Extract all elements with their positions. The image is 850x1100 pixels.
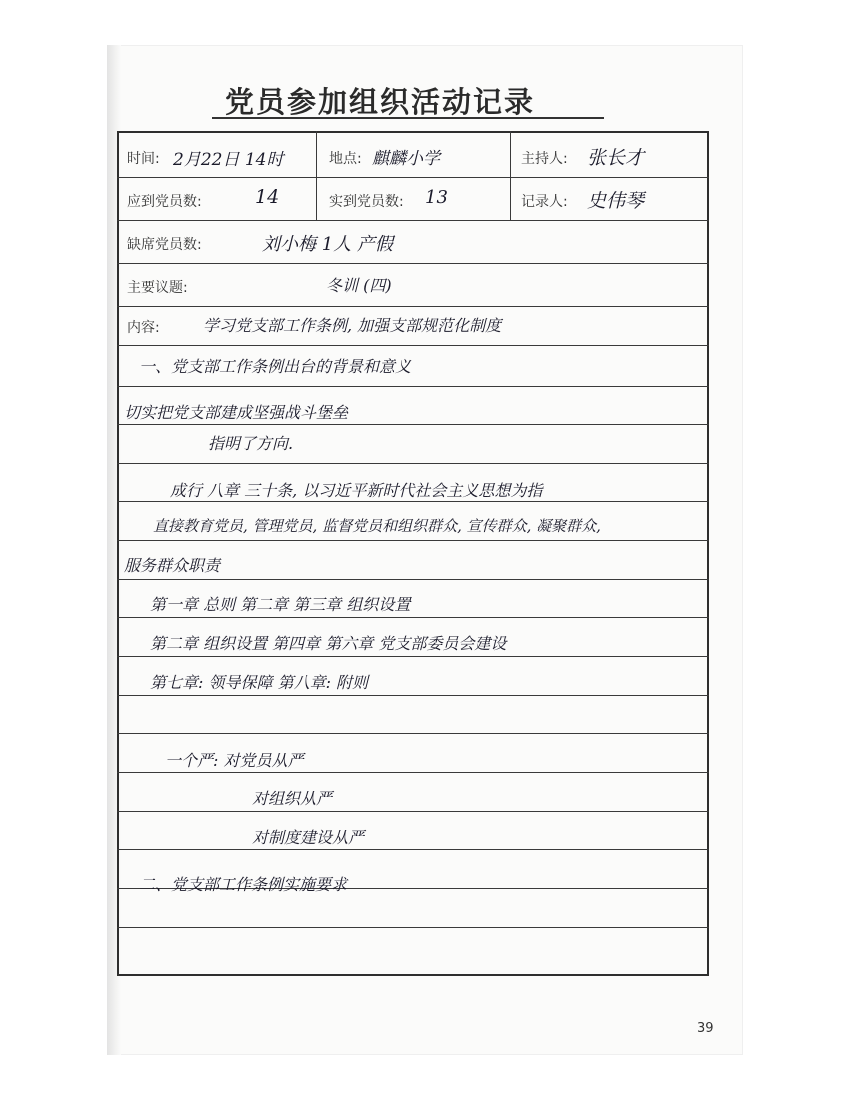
row-divider — [117, 579, 709, 580]
recorder-value: 史伟琴 — [587, 190, 645, 212]
note-line: 对制度建设从严 — [252, 828, 365, 847]
row-divider — [117, 733, 709, 734]
content-label: 内容: — [127, 320, 160, 336]
note-line: 第二章 组织设置 第四章 第六章 党支部委员会建设 — [150, 634, 507, 653]
absent-members-value: 刘小梅 1人 产假 — [262, 234, 393, 255]
row-divider — [117, 656, 709, 657]
topic-label: 主要议题: — [127, 280, 188, 296]
content-value: 学习党支部工作条例, 加强支部规范化制度 — [203, 316, 502, 335]
expected-members-label: 应到党员数: — [127, 194, 202, 210]
actual-members-value: 13 — [425, 187, 448, 208]
time-label: 时间: — [127, 151, 160, 167]
row-divider — [117, 177, 709, 178]
row-divider — [117, 424, 709, 425]
row-divider — [117, 501, 709, 502]
column-divider — [316, 131, 317, 220]
row-divider — [117, 617, 709, 618]
topic-value: 冬训 (四) — [326, 276, 392, 295]
note-line: 第一章 总则 第二章 第三章 组织设置 — [150, 595, 411, 614]
note-line: 直接教育党员, 管理党员, 监督党员和组织群众, 宣传群众, 凝聚群众, — [153, 517, 601, 535]
note-line: 切实把党支部建成坚强战斗堡垒 — [124, 403, 349, 422]
title-underline — [212, 117, 604, 119]
expected-members-value: 14 — [255, 186, 280, 208]
recorder-label: 记录人: — [521, 194, 568, 210]
note-line: 服务群众职责 — [124, 556, 221, 575]
row-divider — [117, 540, 709, 541]
note-line: 一个严: 对党员从严 — [165, 751, 304, 770]
row-divider — [117, 263, 709, 264]
row-divider — [117, 849, 709, 850]
column-divider — [510, 131, 511, 220]
note-line: 指明了方向. — [208, 434, 294, 453]
absent-members-label: 缺席党员数: — [127, 237, 202, 253]
row-divider — [117, 927, 709, 928]
row-divider — [117, 772, 709, 773]
note-line: 对组织从严 — [252, 789, 333, 808]
host-label: 主持人: — [521, 151, 568, 167]
row-divider — [117, 463, 709, 464]
note-line: 成行 八章 三十条, 以习近平新时代社会主义思想为指 — [170, 481, 543, 500]
row-divider — [117, 386, 709, 387]
note-line: 第七章: 领导保障 第八章: 附则 — [150, 673, 369, 692]
page-number: 39 — [697, 1021, 714, 1036]
page-title: 党员参加组织活动记录 — [225, 85, 536, 119]
host-value: 张长才 — [587, 147, 645, 169]
note-line: 一、党支部工作条例出台的背景和意义 — [139, 357, 412, 376]
actual-members-label: 实到党员数: — [329, 194, 404, 210]
place-value: 麒麟小学 — [372, 149, 440, 169]
row-divider — [117, 695, 709, 696]
row-divider — [117, 811, 709, 812]
time-value: 2月22日 14时 — [173, 150, 284, 170]
row-divider — [117, 345, 709, 346]
row-divider — [117, 306, 709, 307]
note-line: 二、党支部工作条例实施要求 — [139, 875, 348, 894]
row-divider — [117, 220, 709, 221]
place-label: 地点: — [329, 151, 362, 167]
